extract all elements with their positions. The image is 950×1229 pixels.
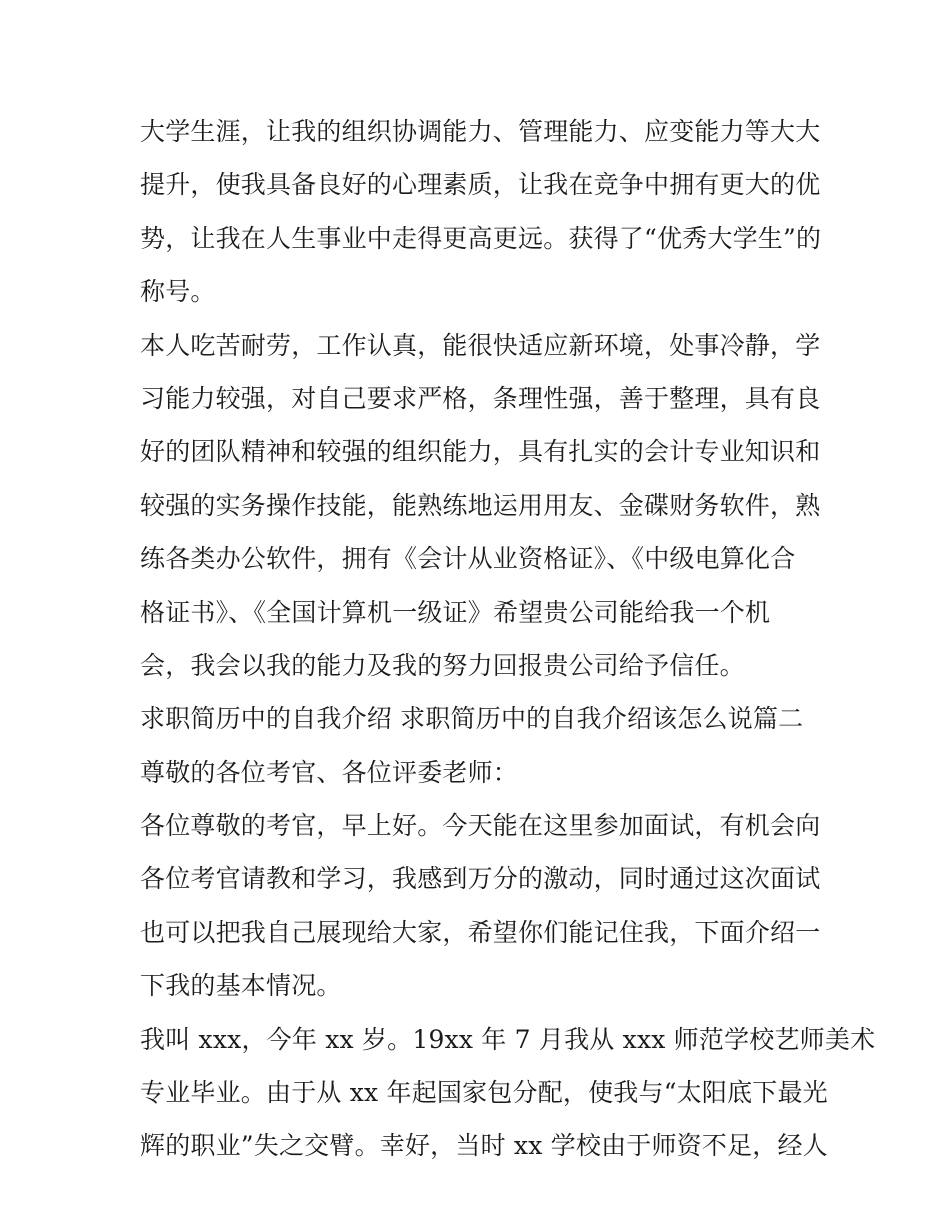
text-line: 提升，使我具备良好的心理素质，让我在竞争中拥有更大的优 bbox=[140, 170, 821, 200]
text-line: 格证书》、《全国计算机一级证》希望贵公司能给我一个机 bbox=[140, 597, 771, 627]
text-line: 习能力较强，对自己要求严格，条理性强，善于整理，具有良 bbox=[140, 383, 821, 413]
text-line: 各位考官请教和学习，我感到万分的激动，同时通过这次面试 bbox=[140, 864, 821, 894]
text-line: 也可以把我自己展现给大家，希望你们能记住我，下面介绍一 bbox=[140, 917, 821, 947]
text-line: 下我的基本情况。 bbox=[140, 971, 342, 1001]
document-body bbox=[140, 105, 876, 1173]
salutation: 尊敬的各位考官、各位评委老师： bbox=[140, 757, 519, 787]
text-line: 大学生涯，让我的组织协调能力、管理能力、应变能力等大大 bbox=[140, 117, 821, 146]
text-line: 辉的职业”失之交臂。幸好，当时 xx 学校由于师资不足，经人 bbox=[140, 1131, 828, 1161]
section-heading: 求职简历中的自我介绍 求职简历中的自我介绍该怎么说篇二 bbox=[140, 704, 804, 734]
text-line: 势，让我在人生事业中走得更高更远。获得了“优秀大学生”的 bbox=[140, 223, 822, 253]
text-line: 好的团队精神和较强的组织能力，具有扎实的会计专业知识和 bbox=[140, 437, 821, 467]
text-line: 本人吃苦耐劳，工作认真，能很快适应新环境，处事冷静，学 bbox=[140, 330, 821, 360]
text-line: 称号。 bbox=[140, 277, 216, 307]
text-line: 我叫 xxx，今年 xx 岁。19xx 年 7 月我从 xxx 师范学校艺师美术 bbox=[140, 1024, 876, 1054]
text-line: 各位尊敬的考官，早上好。今天能在这里参加面试，有机会向 bbox=[140, 811, 821, 841]
text-line: 较强的实务操作技能，能熟练地运用用友、金碟财务软件，熟 bbox=[140, 490, 821, 520]
text-line: 练各类办公软件，拥有《会计从业资格证》、《中级电算化合 bbox=[140, 544, 796, 574]
text-line: 会，我会以我的能力及我的努力回报贵公司给予信任。 bbox=[140, 650, 745, 680]
text-line: 专业毕业。由于从 xx 年起国家包分配，使我与“太阳底下最光 bbox=[140, 1078, 828, 1108]
